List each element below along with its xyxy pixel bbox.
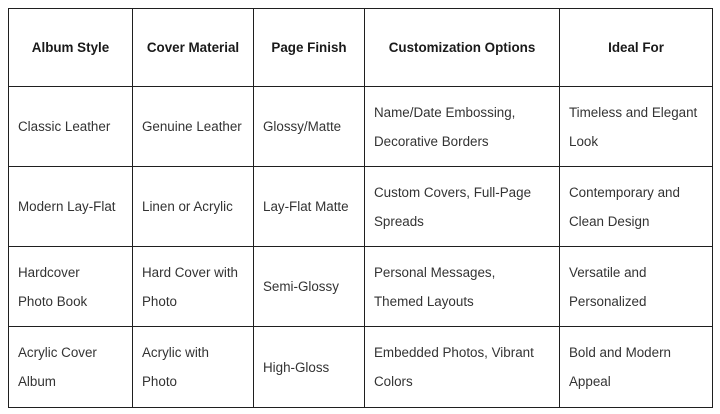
table-row bbox=[9, 327, 713, 408]
cell-album-style: Classic Leather bbox=[9, 87, 133, 167]
cell-cover-material: Hard Cover with Photo bbox=[133, 247, 254, 327]
header-ideal-for: Ideal For bbox=[560, 9, 713, 87]
cell-cover-material: Linen or Acrylic bbox=[133, 167, 254, 247]
cell-customization-options: Custom Covers, Full-Page Spreads bbox=[365, 167, 560, 247]
cell-ideal-for: Contemporary and Clean Design bbox=[560, 167, 713, 247]
header-cover-material: Cover Material bbox=[133, 9, 254, 87]
cell-page-finish: Glossy/Matte bbox=[254, 87, 365, 167]
table-row bbox=[9, 87, 713, 167]
cell-customization-options: Name/Date Embossing, Decorative Borders bbox=[365, 87, 560, 167]
table-header-row bbox=[9, 9, 713, 87]
cell-customization-options: Embedded Photos, Vibrant Colors bbox=[365, 327, 560, 408]
cell-ideal-for: Timeless and Elegant Look bbox=[560, 87, 713, 167]
cell-page-finish: Lay-Flat Matte bbox=[254, 167, 365, 247]
cell-album-style: Hardcover Photo Book bbox=[9, 247, 133, 327]
cell-ideal-for: Bold and Modern Appeal bbox=[560, 327, 713, 408]
cell-album-style: Acrylic Cover Album bbox=[9, 327, 133, 408]
cell-page-finish: Semi-Glossy bbox=[254, 247, 365, 327]
header-page-finish: Page Finish bbox=[254, 9, 365, 87]
header-customization-options: Customization Options bbox=[365, 9, 560, 87]
cell-album-style: Modern Lay-Flat bbox=[9, 167, 133, 247]
cell-ideal-for: Versatile and Personalized bbox=[560, 247, 713, 327]
table-row bbox=[9, 247, 713, 327]
table-row bbox=[9, 167, 713, 247]
cell-cover-material: Acrylic with Photo bbox=[133, 327, 254, 408]
header-album-style: Album Style bbox=[9, 9, 133, 87]
cell-page-finish: High-Gloss bbox=[254, 327, 365, 408]
cell-cover-material: Genuine Leather bbox=[133, 87, 254, 167]
cell-customization-options: Personal Messages, Themed Layouts bbox=[365, 247, 560, 327]
album-comparison-table bbox=[8, 8, 713, 408]
